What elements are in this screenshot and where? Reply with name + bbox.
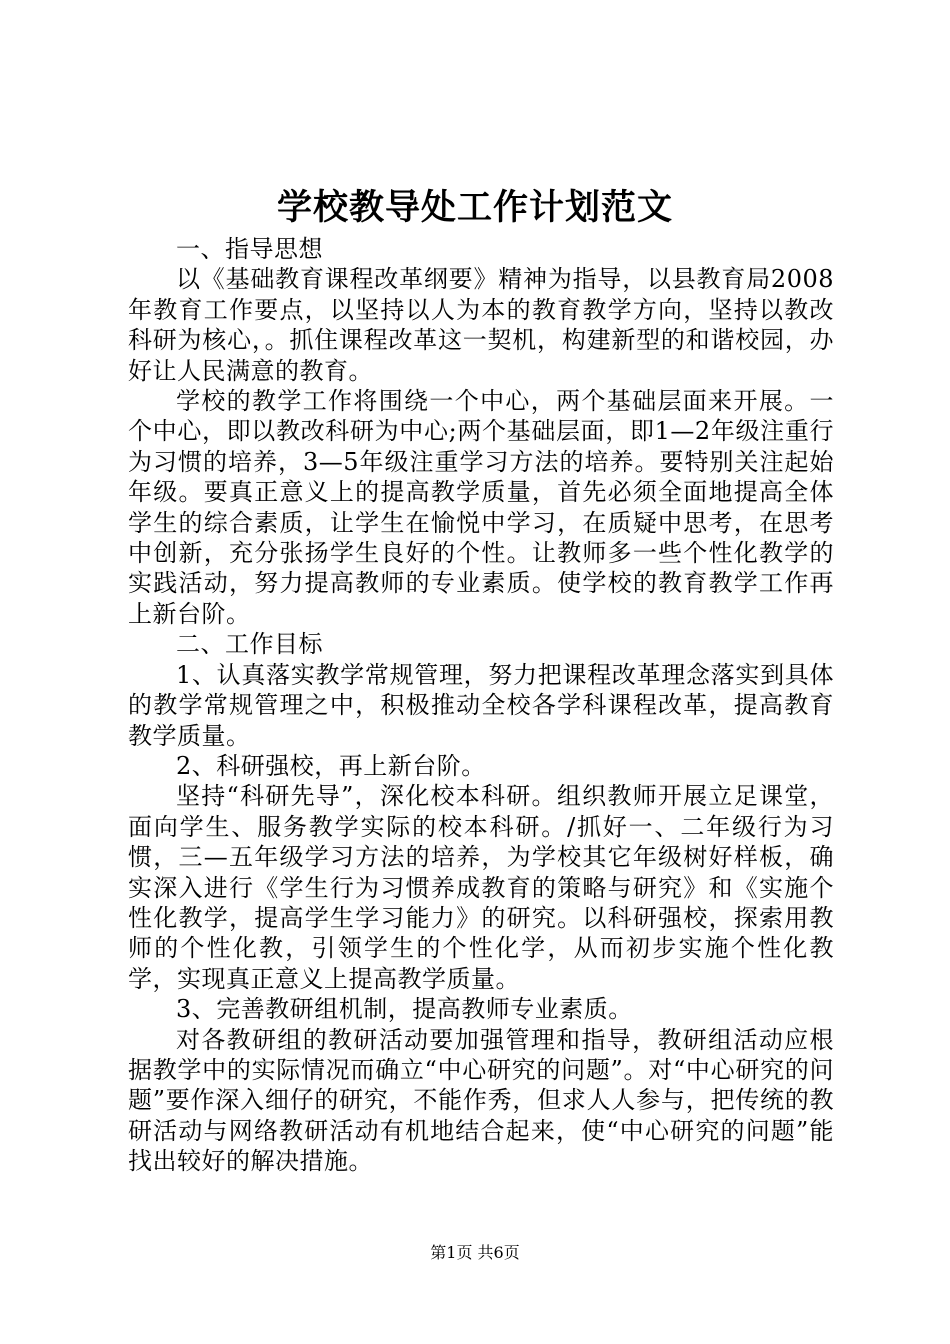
body-paragraph: 学校的教学工作将围绕一个中心，两个基础层面来开展。一个中心，即以教改科研为中心;两个基础层面，即1—2年级注重行为习惯的培养，3—5年级注重学习方法的培养。要特别关注起始年级。要真正意义上的提高教学质量，首先必须全面地提高全体学生的综合素质，让学生在愉悦中学习，在质疑中思考，在思考中创新，充分张扬学生良好的个性。让教师多一些个性化教学的实践活动，努力提高教师的专业素质。使学校的教育教学工作再上新台阶。	[128, 387, 834, 628]
document-title: 学校教导处工作计划范文	[276, 187, 673, 228]
section-heading: 一、指导思想	[176, 235, 323, 263]
body-paragraph: 坚持“科研先导”，深化校本科研。组织教师开展立足课堂，面向学生、服务教学实际的校本科研。/抓好一、二年级行为习惯，三—五年级学习方法的培养，为学校其它年级树好样板，确实深入进行《学生行为习惯养成教育的策略与研究》和《实施个性化教学，提高学生学习能力》的研究。以科研强校，探索用教师的个性化教，引领学生的个性化学，从而初步实施个性化教学，实现真正意义上提高教学质量。	[128, 782, 834, 993]
page-footer: 第1页 共6页	[430, 1243, 520, 1262]
section-heading: 二、工作目标	[176, 630, 323, 659]
body-paragraph: 对各教研组的教研活动要加强管理和指导，教研组活动应根据教学中的实际情况而确立“中心研究的问题”。对“中心研究的问题”要作深入细仔的研究，不能作秀，但求人人参与，把传统的教研活动与网络教研活动有机地结合起来，使“中心研究的问题”能找出较好的解决措施。	[128, 1025, 834, 1176]
body-paragraph: 以《基础教育课程改革纲要》精神为指导，以县教育局2008年教育工作要点，以坚持以人为本的教育教学方向，坚持以教改科研为核心，。抓住课程改革这一契机，构建新型的和谐校园，办好让人民满意的教育。	[128, 265, 834, 385]
body-paragraph: 1、认真落实教学常规管理，努力把课程改革理念落实到具体的教学常规管理之中，积极推动全校各学科课程改革，提高教育教学质量。	[128, 660, 834, 750]
document-body	[128, 234, 834, 1177]
subsection-heading: 3、完善教研组机制，提高教师专业素质。	[176, 995, 633, 1024]
subsection-heading: 2、科研强校，再上新台阶。	[176, 751, 486, 780]
